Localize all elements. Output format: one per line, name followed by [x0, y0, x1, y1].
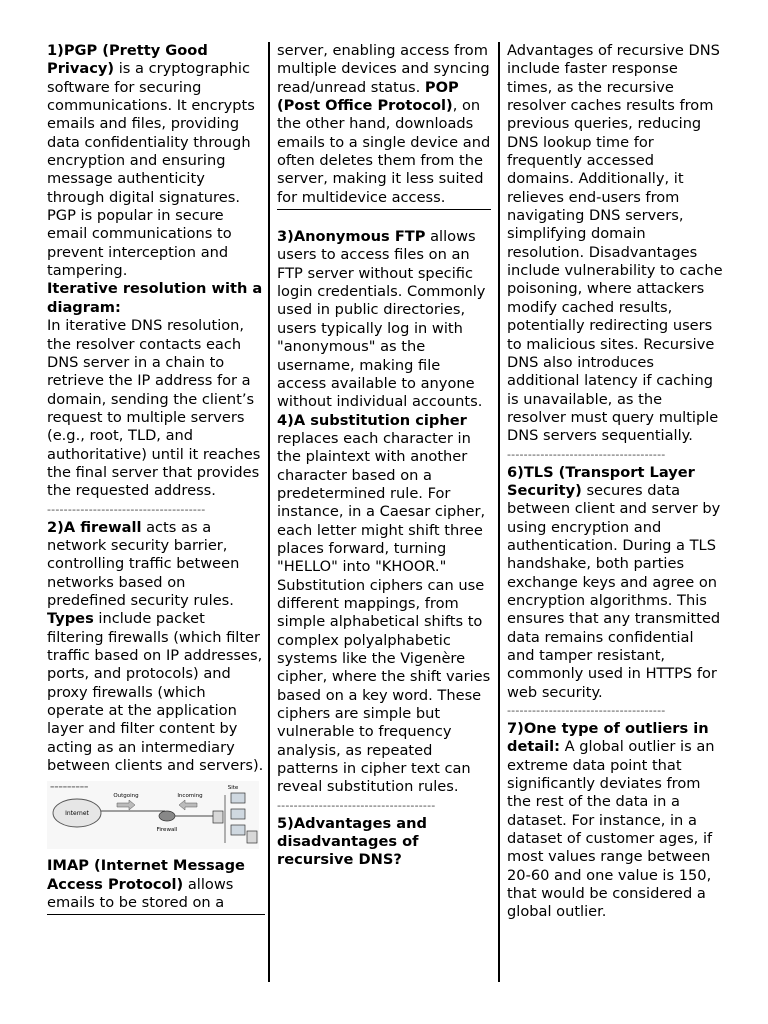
pgp-paragraph — [47, 42, 265, 280]
column-3 — [507, 42, 723, 922]
incoming-label: Incoming — [177, 793, 203, 800]
ftp-paragraph — [277, 228, 491, 411]
column-divider-left — [268, 42, 270, 982]
outgoing-label: Outgoing — [113, 793, 139, 800]
imap-continued-text: server, enabling access from multiple devices and syncing read/unread status. — [277, 42, 490, 96]
substitution-text: replaces each character in the plaintext with another character based on a predetermined rule. For instance, in a Caesar cipher, each letter might shift three places forward, turning "HELLO" into "KHOOR." Substitution ciphers can use different mappings, from simple alphabetical shifts to complex polyalphabetic systems like the Vigenère cipher, where the shift varies based on a key word. These ciphers are simple but vulnerable to frequency analysis, as repeated patterns in cipher text can reveal substitution rules. — [277, 429, 491, 796]
svg-text:▬▬▬▬▬▬▬▬▬: ▬▬▬▬▬▬▬▬▬ — [50, 785, 89, 791]
column-end-rule — [47, 914, 265, 915]
tls-paragraph — [507, 464, 723, 702]
pop-heading: POP (Post Office Protocol) — [277, 78, 459, 115]
firewall-diagram — [47, 781, 259, 849]
section-separator: -------------------------------------- — [277, 798, 436, 812]
outlier-paragraph — [507, 720, 723, 922]
firewall-router-icon — [159, 811, 175, 821]
iterative-heading — [47, 280, 265, 317]
firewall-paragraph — [47, 519, 265, 776]
section-separator: -------------------------------------- — [47, 502, 206, 516]
imap-heading: IMAP (Internet Message Access Protocol) — [47, 857, 245, 893]
iterative-text: In iterative DNS resolution, the resolver contacts each DNS server in a chain to retrieve the IP address for a domain, sending the client’s request to multiple servers (e.g., root, TLD, and authoritative) until it reaches the final server that provides the requested address. — [47, 317, 261, 500]
internet-label: Internet — [65, 810, 89, 818]
firewall-types-text: include packet filtering firewalls (which filter traffic based on IP addresses, ports, and protocols) and proxy firewalls (which operate at the application layer and filter content by acting as an intermediary between clients and servers). — [47, 610, 264, 775]
outlier-text: A global outlier is an extreme data point that significantly deviates from the rest of the data in a dataset. For instance, in a dataset of customer ages, if most values range between 20-60 and one value is 150, that would be considered a global outlier. — [507, 738, 715, 921]
outlier-heading: 7)One type of outliers in detail: — [507, 720, 709, 756]
imap-text: allows emails to be stored on a — [47, 875, 234, 912]
section-separator: -------------------------------------- — [507, 447, 666, 461]
site-label: Site — [227, 785, 239, 792]
tls-heading: 6)TLS (Transport Layer Security) — [507, 463, 695, 499]
column-divider-right — [498, 42, 500, 982]
recursive-dns-text: Advantages of recursive DNS include faster response times, as the recursive resolver caches results from previous queries, reducing DNS lookup time for frequently accessed domains. Additionally, it relieves end-users from navigating DNS servers, simplifying domain resolution. Disadvantages include vulnerability to cache poisoning, where attackers modify cached results, potentially redirecting users to malicious sites. Recursive DNS also introduces additional latency if caching is unavailable, as the resolver must query multiple DNS servers sequentially. — [507, 42, 723, 445]
pop-text: , on the other hand, downloads emails to a single device and often deletes them from the server, making it less suited for multidevice access. — [277, 97, 491, 206]
recursive-dns-heading-text: 5)Advantages and disadvantages of recursive DNS? — [277, 814, 427, 869]
substitution-heading: 4)A substitution cipher — [277, 411, 467, 429]
iterative-heading-text: Iterative resolution with a diagram: — [47, 280, 263, 316]
firewall-heading: 2)A firewall — [47, 518, 142, 536]
ftp-heading: 3)Anonymous FTP — [277, 228, 426, 246]
firewall-text: acts as a network security barrier, controlling traffic between networks based on predefined security rules. — [47, 518, 240, 609]
column-2 — [277, 42, 491, 870]
substitution-paragraph — [277, 412, 491, 797]
column-1 — [47, 42, 265, 915]
pop-paragraph — [277, 42, 491, 207]
firewall-label: Firewall — [156, 827, 178, 834]
ftp-text: allows users to access files on an FTP server without specific login credentials. Commonly used in public directories, users typically log in with "anonymous" as the username, making file access available to anyone without individual accounts. — [277, 228, 486, 411]
tls-text: secures data between client and server by using encryption and authentication. During a TLS handshake, both parties exchange keys and agree on encryption algorithms. This ensures that any transmitted data remains confidential and tamper resistant, commonly used in HTTPS for web security. — [507, 481, 721, 701]
recursive-dns-heading — [277, 815, 491, 870]
pgp-heading: 1)PGP (Pretty Good Privacy) — [47, 42, 208, 78]
pgp-text: is a cryptographic software for securing communications. It encrypts emails and files, providing data confidentiality through encryption and ensuring message authenticity through digital signatures. PGP is popular in secure email communications to prevent interception and tampering. — [47, 60, 255, 280]
section-separator: -------------------------------------- — [507, 704, 666, 718]
imap-paragraph — [47, 857, 265, 912]
firewall-types-label: Types — [47, 610, 94, 628]
